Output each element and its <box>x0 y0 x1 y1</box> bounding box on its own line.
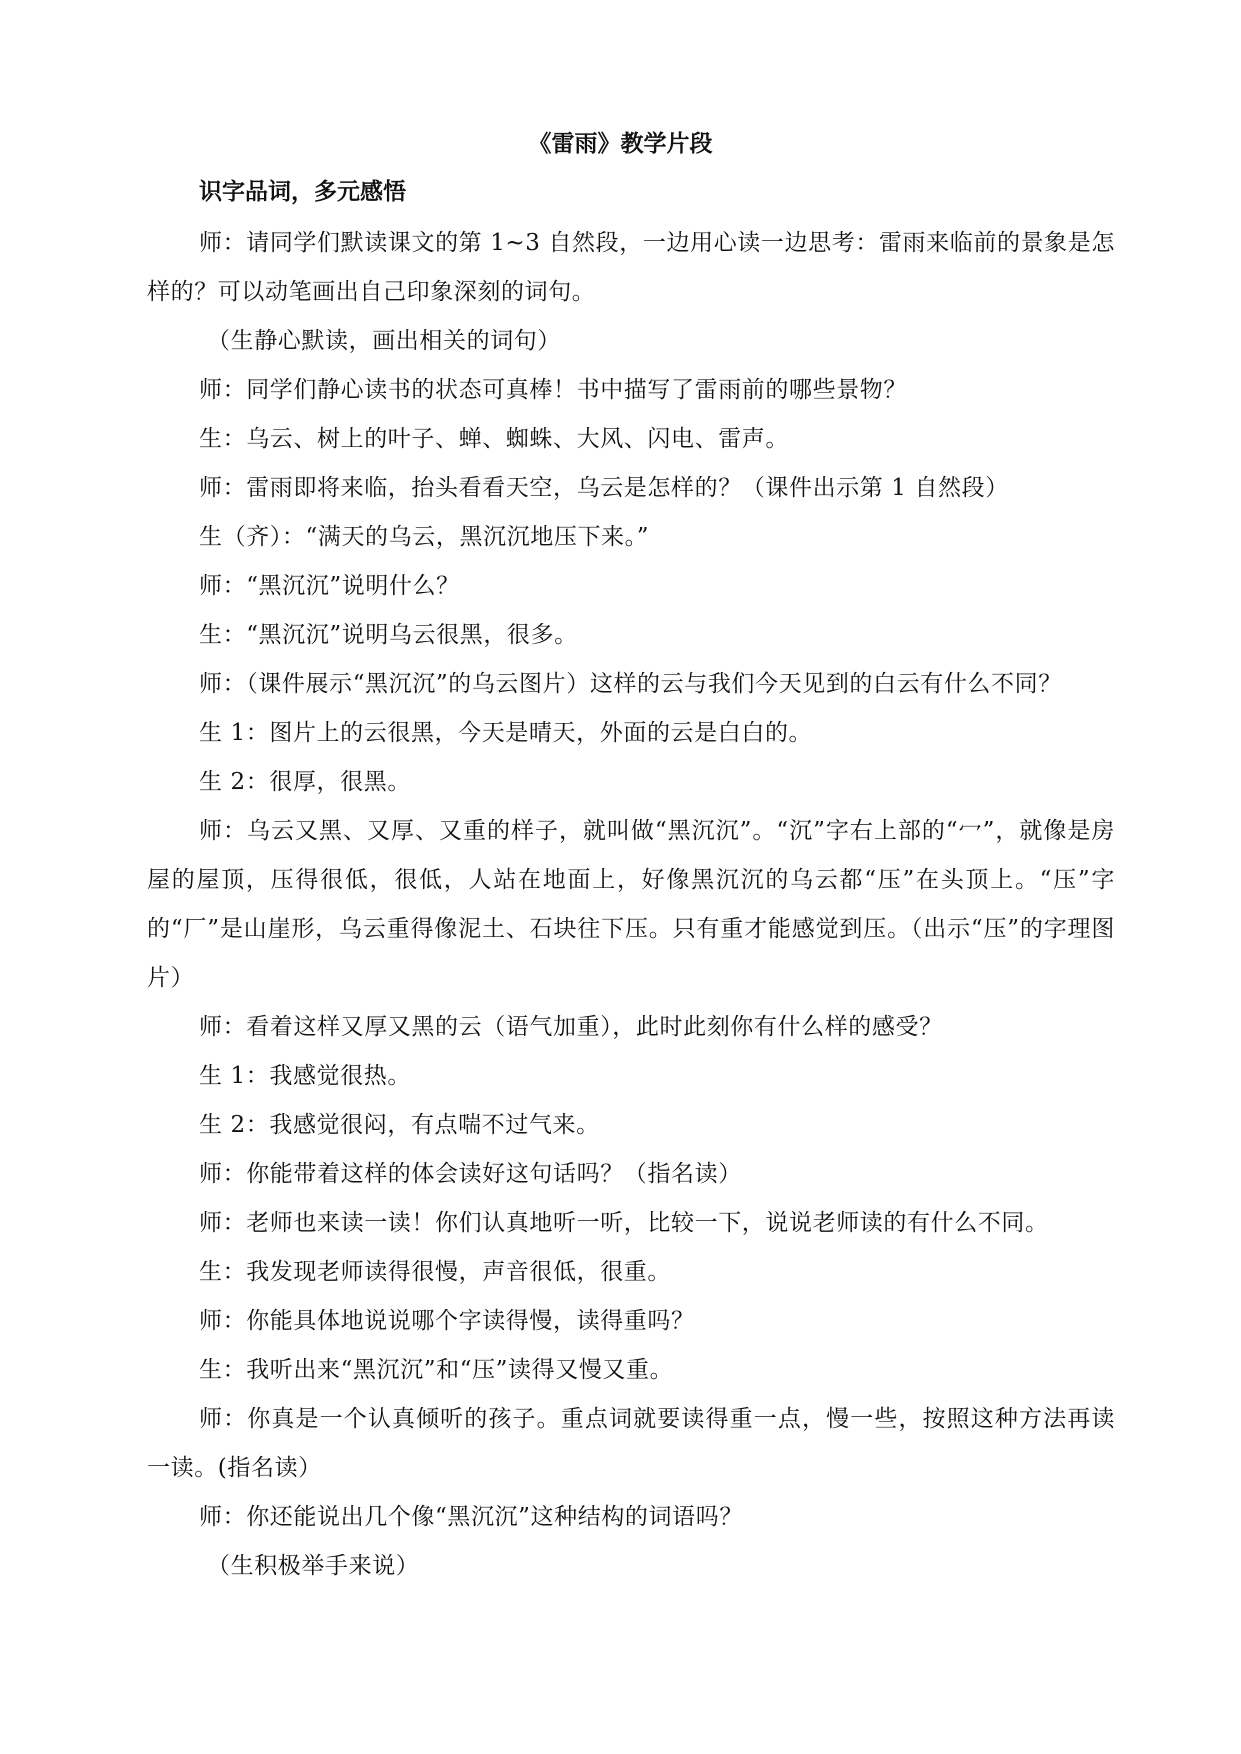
document-body <box>147 219 1115 1591</box>
paragraph: 师：你还能说出几个像“黑沉沉”这种结构的词语吗？ <box>199 1504 743 1530</box>
paragraph: 生：我听出来“黑沉沉”和“压”读得又慢又重。 <box>199 1357 674 1383</box>
paragraph: 师：看着这样又厚又黑的云（语气加重），此时此刻你有什么样的感受？ <box>199 1014 943 1040</box>
paragraph: 生：“黑沉沉”说明乌云很黑，很多。 <box>199 622 578 648</box>
paragraph: 生（齐）：“满天的乌云，黑沉沉地压下来。” <box>199 524 650 550</box>
paragraph: 生 2：很厚，很黑。 <box>199 769 411 795</box>
section-heading: 识字品词，多元感悟 <box>199 178 406 205</box>
paragraph: 师：请同学们默读课文的第 1~3 自然段，一边用心读一边思考：雷雨来临前的景象是怎样的？可以动笔画出自己印象深刻的词句。 <box>147 230 1115 305</box>
paragraph: 师：（课件展示“黑沉沉”的乌云图片）这样的云与我们今天见到的白云有什么不同？ <box>199 671 1062 697</box>
paragraph: 师：乌云又黑、又厚、又重的样子，就叫做“黑沉沉”。“沉”字右上部的“冖”，就像是房屋的屋顶，压得很低，很低，人站在地面上，好像黑沉沉的乌云都“压”在头顶上。“压”字的“厂”是山崖形，乌云重得像泥土、石块往下压。只有重才能感觉到压。（出示“压”的字理图片） <box>147 818 1115 991</box>
paragraph: （生积极举手来说） <box>207 1553 420 1579</box>
paragraph: 师：同学们静心读书的状态可真棒！书中描写了雷雨前的哪些景物？ <box>199 377 907 403</box>
paragraph: 生：乌云、树上的叶子、蝉、蜘蛛、大风、闪电、雷声。 <box>199 426 789 452</box>
paragraph: 师：你能带着这样的体会读好这句话吗？（指名读） <box>199 1161 742 1187</box>
paragraph: 师：“黑沉沉”说明什么？ <box>199 573 460 599</box>
document-title: 《雷雨》教学片段 <box>528 130 713 157</box>
paragraph: 生 1：图片上的云很黑，今天是晴天，外面的云是白白的。 <box>199 720 813 746</box>
paragraph: 生 1：我感觉很热。 <box>199 1063 411 1089</box>
paragraph: 师：雷雨即将来临，抬头看看天空，乌云是怎样的？（课件出示第 1 自然段） <box>199 475 1009 501</box>
paragraph: 师：你能具体地说说哪个字读得慢，读得重吗？ <box>199 1308 695 1334</box>
paragraph: 生：我发现老师读得很慢，声音很低，很重。 <box>199 1259 671 1285</box>
paragraph: 生 2：我感觉很闷，有点喘不过气来。 <box>199 1112 600 1138</box>
paragraph: 师：你真是一个认真倾听的孩子。重点词就要读得重一点，慢一些，按照这种方法再读一读。(指名读） <box>147 1406 1115 1481</box>
paragraph: 师：老师也来读一读！你们认真地听一听，比较一下，说说老师读的有什么不同。 <box>199 1210 1049 1236</box>
paragraph: （生静心默读，画出相关的词句） <box>207 328 561 354</box>
